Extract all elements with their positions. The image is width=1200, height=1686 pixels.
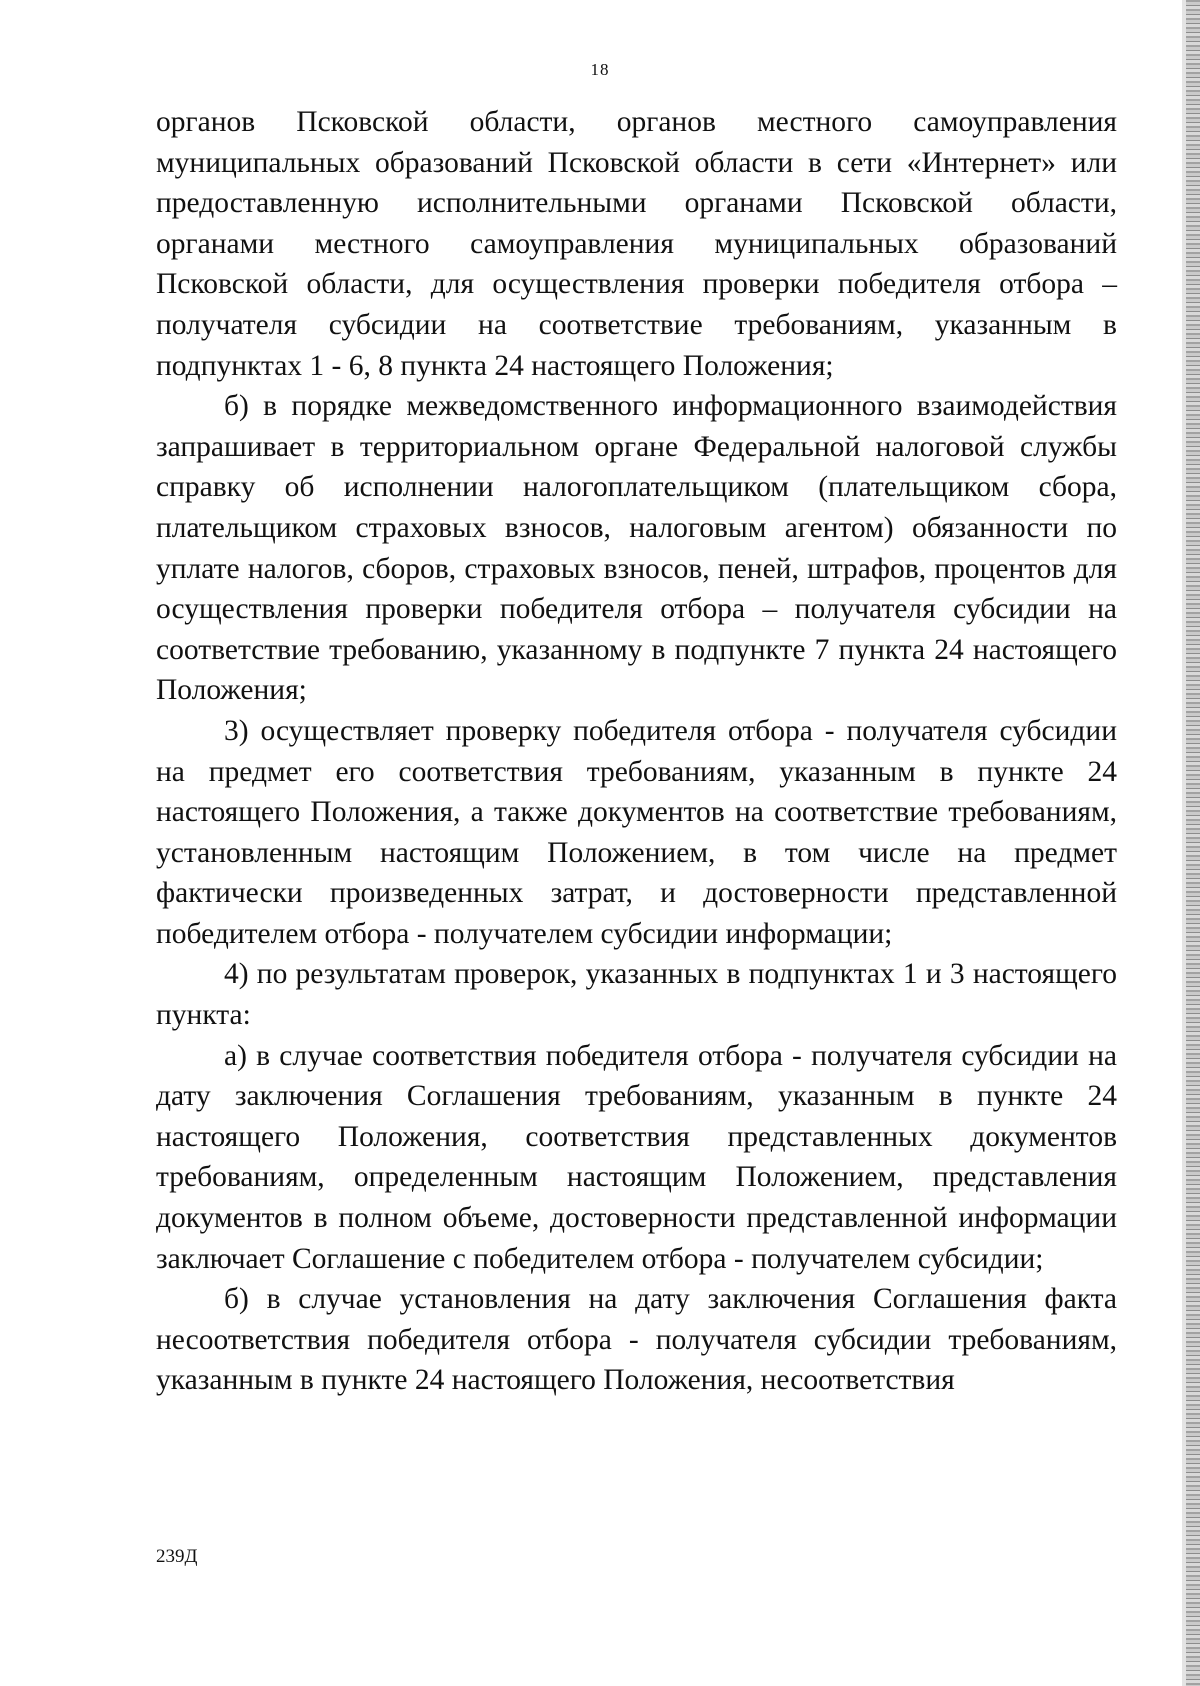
paragraph-subitem-b-interagency-request: б) в порядке межведомственного информационного взаимодействия запрашивает в территориальном органе Федеральной налоговой службы справку об исполнении налогоплательщиком (плательщиком сбора, плательщиком страховых взносов, налоговым агентом) обязанности по уплате налогов, сборов, страховых взносов, пеней, штрафов, процентов для осуществления проверки победителя отбора – получателя субсидии на соответствие требованию, указанному в подпункте 7 пункта 24 настоящего Положения; — [156, 390, 1117, 707]
paragraph-item-3-verification: 3) осуществляет проверку победителя отбора - получателя субсидии на предмет его соответствия требованиям, указанным в пункте 24 настоящего Положения, а также документов на соответствие требованиям, установленным настоящим Положением, в том числе на предмет фактически произведенных затрат, и достоверности представленной победителем отбора - получателем субсидии информации; — [156, 714, 1117, 950]
paragraph-subitem-b-noncompliance: б) в случае установления на дату заключения Соглашения факта несоответствия победителя отбора - получателя субсидии требованиям, указанным в пункте 24 настоящего Положения, несоответствия — [156, 1283, 1117, 1397]
paragraph-continuation: органов Псковской области, органов местного самоуправления муниципальных образований Псковской области в сети «Интернет» или предоставленную исполнительными органами Псковской области, органами местного самоуправления муниципальных образований Псковской области, для осуществления проверки победителя отбора – получателя субсидии на соответствие требованиям, указанным в подпунктах 1 - 6, 8 пункта 24 настоящего Положения; — [156, 106, 1117, 382]
paragraph-subitem-a-agreement: а) в случае соответствия победителя отбора - получателя субсидии на дату заключения Соглашения требованиям, указанным в пункте 24 настоящего Положения, соответствия представленных документов требованиям, определенным настоящим Положением, представления документов в полном объеме, достоверности представленной информации заключает Соглашение с победителем отбора - получателем субсидии; — [156, 1039, 1117, 1275]
document-body — [156, 102, 1117, 1401]
document-code: 239Д — [156, 1546, 198, 1567]
scan-edge — [1186, 0, 1200, 1686]
page-number: 18 — [590, 60, 610, 79]
paragraph-item-4-results: 4) по результатам проверок, указанных в подпунктах 1 и 3 настоящего пункта: — [156, 958, 1117, 1032]
